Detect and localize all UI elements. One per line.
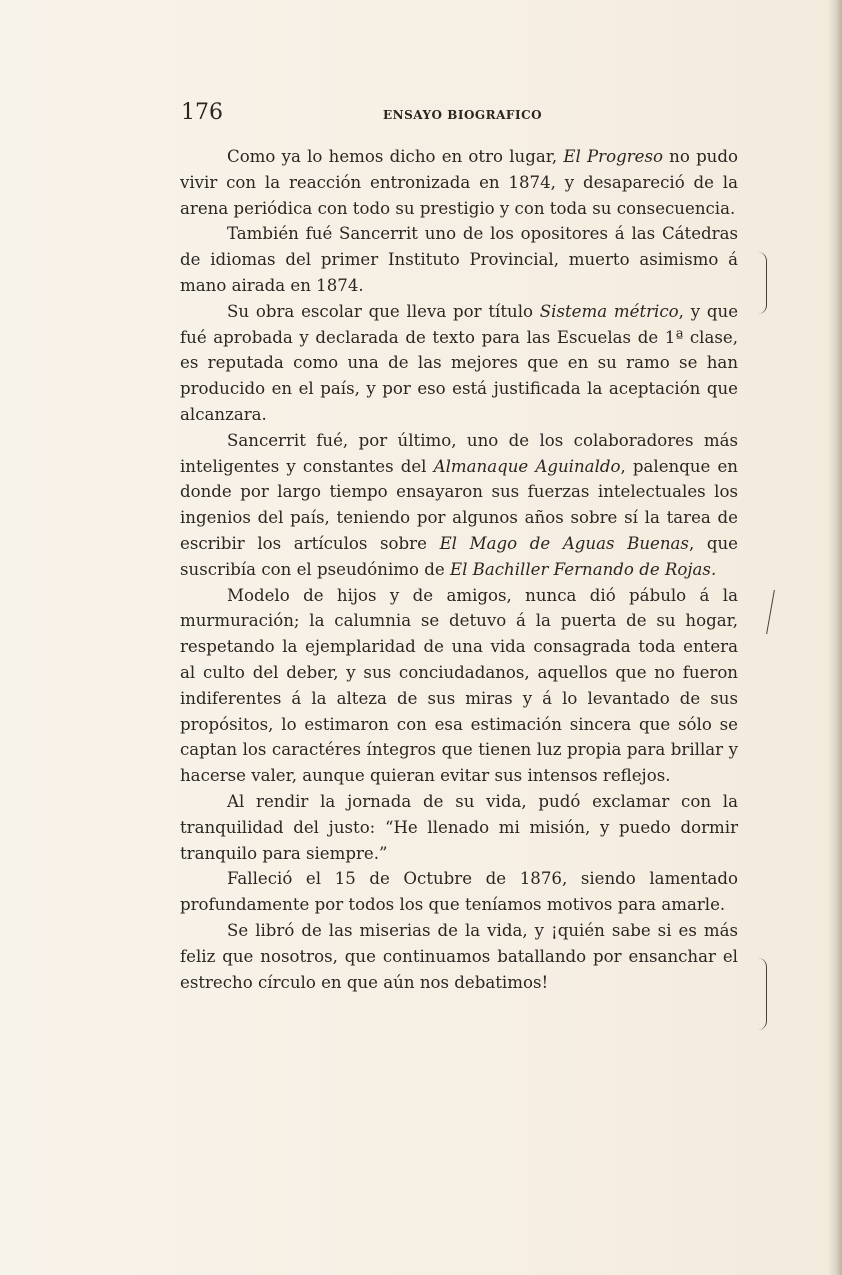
paragraph xyxy=(180,866,738,918)
paragraph xyxy=(180,583,738,789)
running-title: ENSAYO BIOGRAFICO xyxy=(383,108,543,122)
text-run: Su obra escolar que lleva por título xyxy=(227,301,540,321)
italic-title: El Progreso xyxy=(563,147,663,166)
paragraph xyxy=(180,789,738,866)
body-text xyxy=(180,144,738,995)
paragraph xyxy=(180,221,738,298)
paragraph xyxy=(180,299,738,428)
paragraph xyxy=(180,428,738,583)
page-edge-shadow xyxy=(828,0,842,1275)
text-run: Se libró de las miserias de la vida, y ¡quién sabe si es más feliz que nosotros, que continuamos batallando por ensanchar el estrecho círculo en que aún nos debatimos! xyxy=(180,920,738,992)
text-run: Sancerrit fué, por último, uno de los colaboradores más inteligentes y constantes del xyxy=(180,430,738,476)
running-head xyxy=(181,100,737,130)
margin-bracket-mark xyxy=(758,252,767,314)
paragraph xyxy=(180,144,738,221)
text-run: Al rendir la jornada de su vida, pudó exclamar con la tranquilidad del justo: “He llenado mi misión, y puedo dormir tranquilo para siempre.” xyxy=(180,791,738,863)
text-run: Modelo de hijos y de amigos, nunca dió pábulo á la murmuración; la calumnia se detuvo á la puerta de su hogar, respetando la ejemplaridad de una vida consagrada toda entera al culto del deber, y sus conciudadanos, aquellos que no fueron indiferentes á la alteza de sus miras y á lo levantado de sus propósitos, lo estimaron con esa estimación sincera que sólo se captan los caractéres íntegros que tienen luz propia para brillar y hacerse valer, aunque quieran evitar sus intensos reflejos. xyxy=(180,585,738,786)
text-run: También fué Sancerrit uno de los opositores á las Cátedras de idiomas del primer Instituto Provincial, muerto asimismo á mano airada en 1874. xyxy=(180,224,738,295)
text-run: no pudo vivir con la reacción entronizada en 1874, y desapareció de la arena periódica con todo su prestigio y con toda su consecuencia. xyxy=(180,147,738,218)
italic-title: Sistema métrico xyxy=(539,301,679,321)
text-run: , que suscribía con el pseudónimo de xyxy=(180,533,738,579)
italic-title: El Bachiller Fernando de Rojas. xyxy=(449,559,717,579)
margin-pencil-mark xyxy=(766,590,783,634)
italic-title: Almanaque Aguinaldo xyxy=(433,456,621,476)
page-number: 176 xyxy=(181,100,223,125)
margin-bracket-mark xyxy=(758,958,767,1030)
paragraph xyxy=(180,918,738,995)
italic-title: El Mago de Aguas Buenas xyxy=(439,533,689,553)
text-run: Como ya lo hemos dicho en otro lugar, xyxy=(227,147,564,166)
text-run: Falleció el 15 de Octubre de 1876, siendo lamentado profundamente por todos los que teníamos motivos para amarle. xyxy=(180,869,738,915)
text-run: , palenque en donde por largo tiempo ensayaron sus fuerzas intelectuales los ingenios del país, teniendo por algunos años sobre sí la tarea de escribir los artículos sobre xyxy=(180,456,738,553)
text-run: , y que fué aprobada y declarada de texto para las Escuelas de 1ª clase, es reputada como una de las mejores que en su ramo se han producido en el país, y por eso está justificada la aceptación que alcanzara. xyxy=(180,301,739,424)
